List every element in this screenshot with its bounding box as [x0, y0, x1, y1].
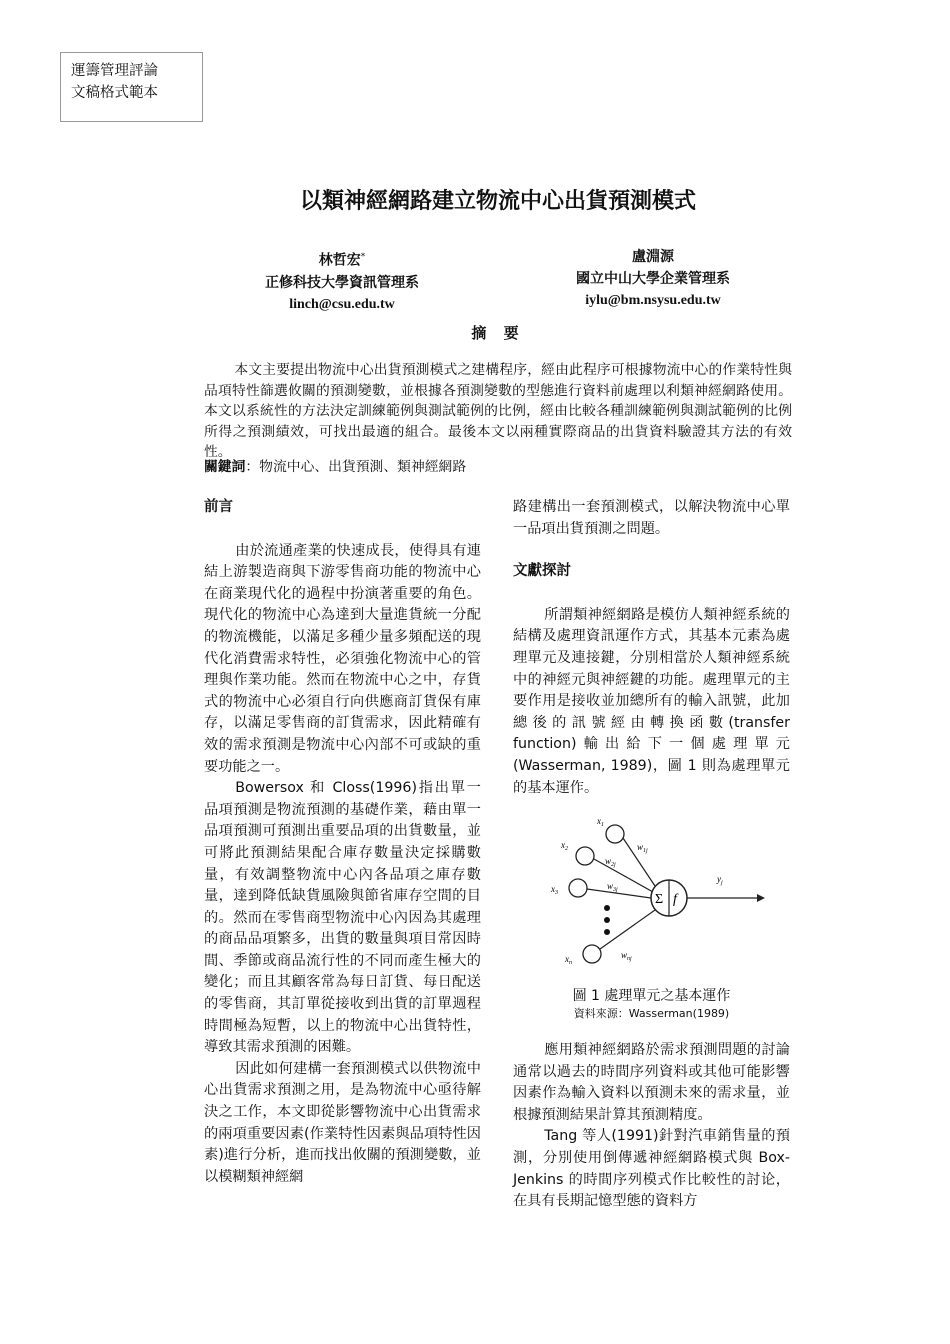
author-2 [513, 246, 793, 312]
author-2-name: 盧淵源 [632, 249, 674, 265]
section-heading-intro: 前言 [204, 499, 233, 515]
author-1-name: 林哲宏 [318, 252, 361, 269]
sum-symbol: Σ [655, 892, 664, 907]
label-w3: $w_{3j}$ [607, 881, 618, 893]
figure-caption-block [513, 986, 790, 1022]
literature-paragraph-1: 所謂類神經網路是模仿人類神經系統的結構及處理資訊運作方式，其基本元素為處理單元及連接鍵，分別相當於人類神經系統中的神經元與神經鍵的功能。處理單元的主要作用是接收並加總所有的輸入訊號，此加總後的訊號經由轉換函數(transfer function)輸出給下一個處理單元(Wasserman, 1989)，圖 1 則為處理單元的基本運作。 [513, 606, 790, 796]
ellipsis-dot [604, 905, 610, 911]
label-w2: $w_{2j}$ [605, 856, 616, 868]
input-node-2 [576, 847, 594, 865]
figure-caption: 圖 1 處理單元之基本運作 [572, 988, 731, 1004]
section-heading-literature: 文獻探討 [513, 563, 571, 580]
author-1-email: linch@csu.edu.tw [289, 296, 395, 312]
label-w1: $w_{1j}$ [637, 842, 648, 854]
template-label: 文稿格式範本 [71, 85, 158, 101]
label-xn: $x_n$ [565, 954, 572, 966]
author-1-affiliation: 正修科技大學資訊管理系 [265, 274, 419, 291]
author-2-email: iylu@bm.nsysu.edu.tw [585, 293, 721, 308]
keywords-label: 關鍵詞 [204, 459, 246, 475]
label-x3: $x_3$ [551, 884, 558, 896]
ellipsis-dot [604, 917, 610, 923]
keywords-text: ：物流中心、出貨預測、類神經網路 [245, 459, 467, 475]
intro-continuation: 路建構出一套預測模式，以解決物流中心單一品項出貨預測之問題。 [513, 499, 790, 537]
input-node-n [583, 945, 601, 963]
connection-2 [594, 859, 653, 892]
literature-paragraph-3: Tang 等人(1991)針對汽車銷售量的預測，分別使用倒傳遞神經網路模式與 Box-Jenkins 的時間序列模式作比較性的討论，在具有長期記憶型態的資料方 [513, 1128, 790, 1210]
journal-label-box [60, 52, 203, 122]
author-1-mark: * [360, 252, 366, 262]
intro-paragraph-1: 由於流通產業的快速成長，使得具有連結上游製造商與下游零售商功能的物流中心在商業現代化的過程中扮演著重要的角色。現代化的物流中心為達到大量進貨統一分配的物流機能，以滿足多種少量多頻配送的現代化消費需求特性，必須強化物流中心的管理與作業功能。然而在物流中心之中，存貨式的物流中心必須自行向供應商訂貨保有庫存，以滿足零售商的訂貨需求，因此精確有效的需求預測是物流中心內部不可或缺的重要功能之一。 [204, 542, 481, 775]
abstract-text: 本文主要提出物流中心出貨預測模式之建構程序，經由此程序可根據物流中心的作業特性與品項特性篩選攸關的預測變數，並根據各預測變數的型態進行資料前處理以利類神經網路使用。本文以系統性的方法決定訓練範例與測試範例的比例，經由比較各種訓練範例與測試範例的比例所得之預測績效，可找出最適的組合。最後本文以兩種實際商品的出貨資料驗證其方法的有效性。 [204, 362, 792, 460]
label-x2: $x_2$ [561, 840, 568, 852]
intro-paragraph-3: 因此如何建構一套預測模式以供物流中心出貨需求預測之用，是為物流中心亟待解決之工作，本文即從影響物流中心出貨需求的兩項重要因素(作業特性因素與品項特性因素)進行分析，進而找出攸關的預測變數，並以模糊類神經網 [204, 1060, 481, 1185]
author-2-affiliation: 國立中山大學企業管理系 [576, 271, 730, 287]
literature-paragraph-2: 應用類神經網路於需求預測問題的討論通常以過去的時間序列資料或其他可能影響因素作為輸入資料以預測未來的需求量，並根據預測結果計算其預測精度。 [513, 1042, 790, 1123]
output-arrowhead [757, 894, 765, 902]
paper-title: 以類神經網路建立物流中心出貨預測模式 [299, 189, 696, 214]
right-column-lower [513, 1040, 790, 1213]
author-1 [202, 246, 482, 316]
function-symbol: f [673, 892, 677, 907]
neuron-diagram [545, 812, 770, 972]
abstract-heading: 摘 要 [471, 324, 525, 342]
label-wn: $w_{nj}$ [621, 950, 632, 962]
connection-3 [587, 889, 651, 898]
ellipsis-dot [604, 929, 610, 935]
left-column [204, 497, 481, 1188]
input-node-1 [606, 825, 624, 843]
intro-paragraph-2: Bowersox 和 Closs(1996)指出單一品項預測是物流預測的基礎作業，藉由單一品項預測可預測出重要品項的出貨數量，並可將此預測結果配合庫存數量決定採購數量，有效調整物流中心內各品項之庫存數量，達到降低缺貨風險與節省庫存空間的目的。然而在零售商型物流中心內因為其處理的商品品項繁多，出貨的數量與項目常因時間、季節或商品流行性的不同而產生極大的變化；而且其顧客常為每日訂貨、每日配送的零售商，其訂單從接收到出貨的訂單週程時間極為短暫，以上的物流中心出貨特性，導致其需求預測的困難。 [204, 780, 481, 1056]
figure-source: 資料來源：Wasserman(1989) [573, 1007, 730, 1020]
label-yj: $y_j$ [717, 874, 723, 886]
label-x1: $x_1$ [597, 816, 604, 828]
journal-name: 運籌管理評論 [71, 63, 158, 79]
input-node-3 [569, 879, 587, 897]
right-column [513, 497, 790, 799]
keywords [204, 457, 792, 477]
